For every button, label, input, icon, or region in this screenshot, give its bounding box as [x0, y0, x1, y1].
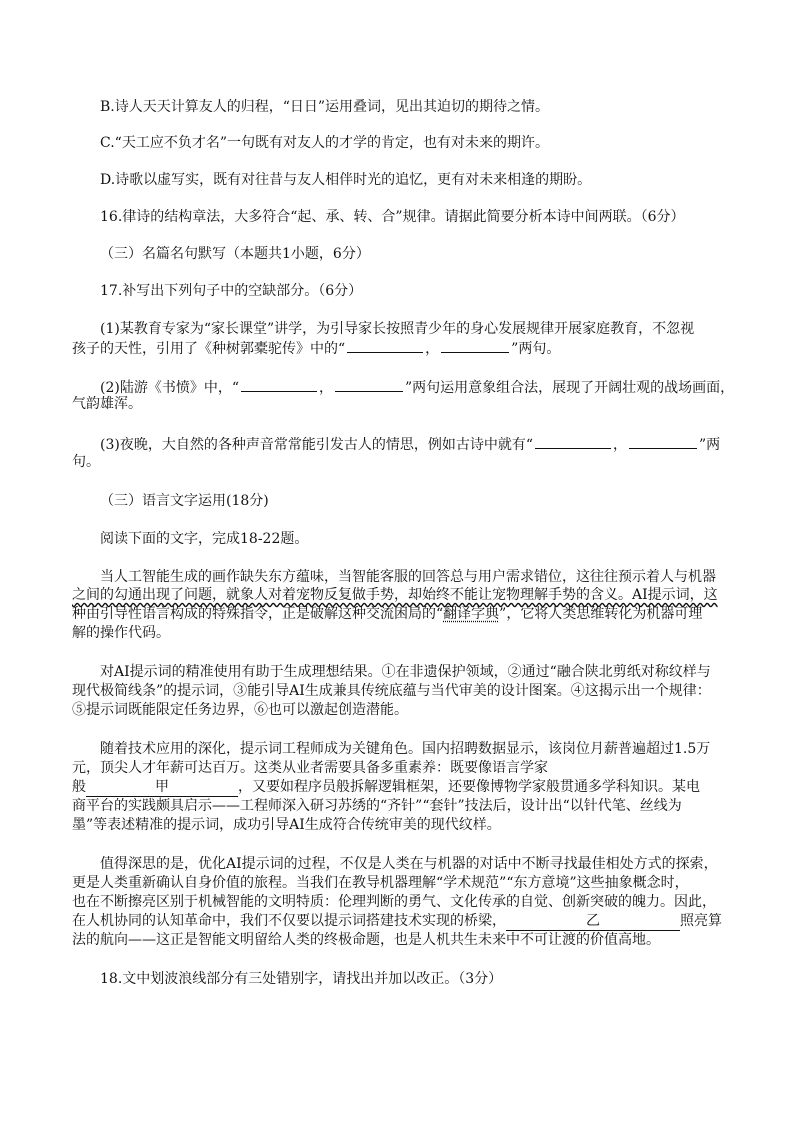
para3-line2: 元，顶尖人才年薪可达百万。这类从业者需要具备多重素养：既要像语言学家	[72, 760, 548, 776]
para4-line5: 法的航向——这正是智能文明留给人类的终极命题，也是人机共生未来中不可让渡的价值高地。	[72, 932, 660, 948]
q17-1-text-a: 孩子的天性，引用了《种树郭橐驼传》中的“	[72, 341, 346, 357]
para4-line3: 也在不断擦亮区别于机械智能的文明特质：伦理判断的勇气、文化传承的自觉、创新突破的魄力。因此，	[72, 894, 716, 910]
answer-blank[interactable]	[335, 377, 403, 392]
option-c: C.“天工应不负才名”一句既有对友人的才学的肯定，也有对未来的期许。	[100, 135, 549, 151]
para2-line3: ⑤提示词既能限定任务边界，⑥也可以激起创造潜能。	[72, 702, 408, 718]
section-title-language: （三）语言文字运用(18分)	[100, 493, 269, 509]
option-d: D.诗歌以虚写实，既有对往昔与友人相伴时光的追忆，更有对未来相逢的期盼。	[100, 172, 592, 188]
q17-2-line1	[100, 377, 734, 397]
para3-line3-a: 般	[72, 779, 86, 795]
q17-3-text-a: (3)夜晚，大自然的各种声音常常能引发古人的情思，例如古诗中就有“	[100, 437, 533, 453]
para1-line3	[72, 605, 702, 623]
q17-3-line1	[100, 434, 720, 454]
answer-blank[interactable]	[535, 434, 611, 449]
q17-3-line2: 句。	[72, 454, 100, 470]
q17-1-line1: (1)某教育专家为“家长课堂”讲学，为引导家长按照青少年的身心发展规律开展家庭教育，不忽视	[100, 321, 695, 337]
q17-2-comma: ，	[319, 380, 333, 396]
section-title-recitation: （三）名篇名句默写（本题共1小题，6分）	[100, 246, 370, 262]
question-18: 18.文中划波浪线部分有三处错别字，请找出并加以改正。（3分）	[100, 971, 503, 987]
para3-line4: 商平台的实践颇具启示——工程师深入研习苏绣的“齐针”“套针”技法后，设计出“以针代笔、丝线为	[72, 798, 682, 814]
q17-2-text-a: (2)陆游《书愤》中，“	[100, 380, 239, 396]
para3-line1: 随着技术应用的深化，提示词工程师成为关键角色。国内招聘数据显示，该岗位月薪普遍超过1.5万	[100, 741, 711, 757]
para1-line4: 解的操作代码。	[72, 625, 170, 641]
para3-line3	[72, 778, 700, 797]
reading-prompt: 阅读下面的文字，完成18-22题。	[100, 531, 309, 547]
answer-blank[interactable]	[241, 377, 317, 392]
question-17: 17.补写出下列句子中的空缺部分。（6分）	[100, 283, 363, 299]
para1-line2-text: 之间的勾通出现了问题，就象人对着宠物反复做手势，却始终不能让宠物理解手势的含义。AI提示词，这	[72, 587, 718, 603]
para1-dotted-term: 翻译字典	[443, 606, 500, 622]
q17-3-comma: ，	[613, 437, 627, 453]
question-16: 16.律诗的结构章法，大多符合“起、承、转、合”规律。请据此简要分析本诗中间两联。（6分）	[100, 209, 685, 225]
blank-yi[interactable]: 乙	[506, 912, 680, 931]
para1-line2	[72, 586, 718, 604]
answer-blank[interactable]	[441, 338, 509, 353]
para1-line3-a: 种由引导性语言构成的特殊指令，正是破解这种交流困局的“	[72, 606, 444, 622]
q17-2-line2: 气韵雄浑。	[72, 396, 142, 412]
para4-line4-a: 在人机协同的认知革命中，我们不仅要以提示词搭建技术实现的桥梁，	[72, 913, 506, 929]
para1-line3-b: ”，它将人类思维转化为机器可理	[499, 606, 703, 622]
q17-1-line2	[72, 338, 560, 358]
para4-line4-b: 照亮算	[680, 913, 722, 929]
para3-line3-b: ，又要如程序员般拆解逻辑框架，还要像博物学家般贯通多学科知识。某电	[238, 779, 700, 795]
option-b: B.诗人天天计算友人的归程，“日日”运用叠词，见出其迫切的期待之情。	[100, 99, 550, 115]
para4-line1: 值得深思的是，优化AI提示词的过程，不仅是人类在与机器的对话中不断寻找最佳相处方式的探索，	[100, 856, 718, 872]
answer-blank[interactable]	[347, 338, 423, 353]
para1-line1: 当人工智能生成的画作缺失东方蕴味，当智能客服的回答总与用户需求错位，这往往预示着人与机器	[100, 569, 716, 585]
answer-blank[interactable]	[629, 434, 697, 449]
q17-1-comma: ，	[425, 341, 440, 357]
para2-line1: 对AI提示词的精准使用有助于生成理想结果。①在非遗保护领域，②通过“融合陕北剪纸对称纹样与	[100, 664, 711, 680]
q17-1-text-b: ”两句。	[511, 341, 561, 357]
blank-jia[interactable]: 甲	[86, 778, 238, 797]
q17-3-text-b: ”两	[699, 437, 721, 453]
para4-line4	[72, 912, 722, 931]
para4-line2: 更是人类重新确认自身价值的旅程。当我们在教导机器理解“学术规范”“东方意境”这些抽象概念时，	[72, 875, 689, 891]
para2-line2: 现代极简线条”的提示词，③能引导AI生成兼具传统底蕴与当代审美的设计图案。④这揭示出一个规律：	[72, 683, 711, 699]
q17-2-text-b: ”两句运用意象组合法，展现了开阔壮观的战场画面，	[405, 380, 735, 396]
para3-line5: 墨”等表述精准的提示词，成功引导AI生成符合传统审美的现代纹样。	[72, 817, 501, 833]
